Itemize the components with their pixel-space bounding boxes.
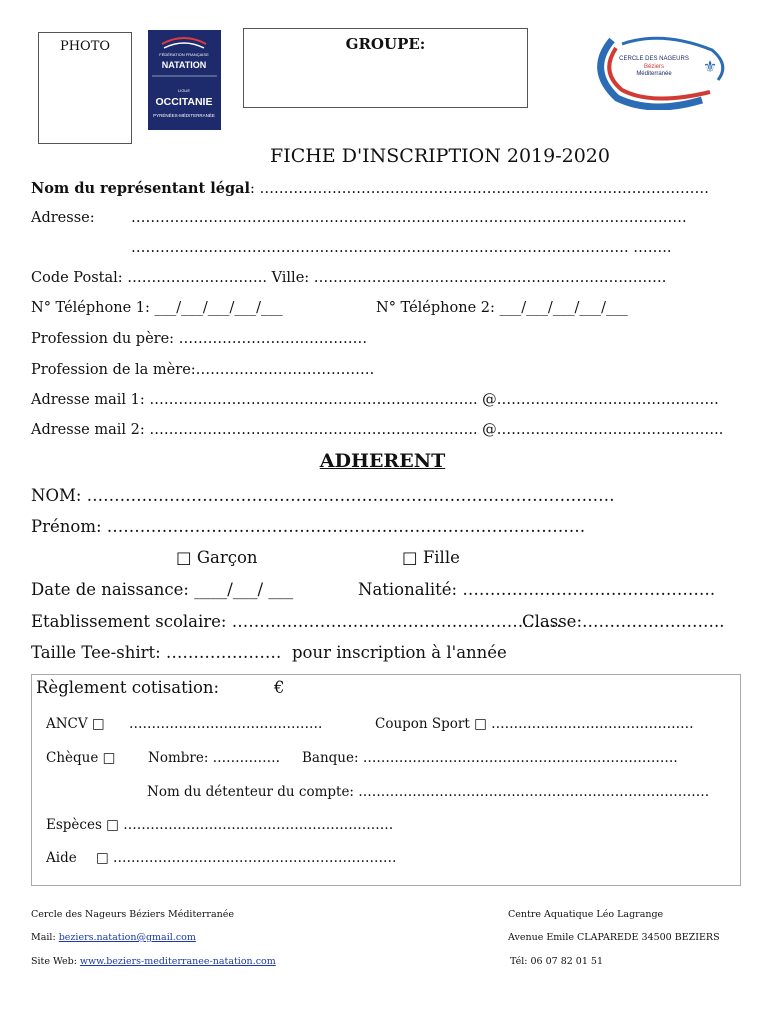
- ancv-field[interactable]: …………………………………….: [129, 716, 323, 732]
- tshirt-field[interactable]: Taille Tee-shirt: …………………: [31, 643, 282, 662]
- mail-1-field[interactable]: Adresse mail 1: ………………………………………………………….. @……………………………………….: [31, 392, 719, 408]
- ffn-line1: FÉDÉRATION FRANÇAISE: [159, 52, 209, 57]
- club-logo-line2: Béziers: [643, 64, 665, 70]
- coupon-sport-field[interactable]: Coupon Sport □ ………………………………………: [375, 716, 694, 732]
- representant-nom-line: [31, 180, 709, 197]
- adresse-label: Adresse:: [31, 210, 95, 226]
- tshirt-note: pour inscription à l'année: [292, 643, 507, 662]
- reglement-title: Règlement cotisation:: [36, 678, 220, 697]
- club-logo: [592, 30, 732, 110]
- aide-label: Aide: [46, 850, 77, 866]
- ancv-checkbox[interactable]: ANCV □: [46, 716, 105, 732]
- footer-tel: Tél: 06 07 82 01 51: [510, 956, 604, 967]
- footer-centre: Centre Aquatique Léo Lagrange: [508, 909, 664, 920]
- club-logo-line3: Méditerranée: [636, 71, 672, 77]
- code-postal-ville-line[interactable]: Code Postal: ……………………….. Ville: ……………………………………………………………….: [31, 270, 667, 286]
- footer-mail-link[interactable]: beziers.natation@gmail.com: [58, 932, 196, 943]
- date-naissance-field[interactable]: Date de naissance: ____/___/ ___: [31, 580, 294, 599]
- ffn-line3: LIGUE: [177, 88, 191, 93]
- photo-label: PHOTO: [59, 39, 111, 54]
- detenteur-field[interactable]: Nom du détenteur du compte: ……………………………………………………………………: [147, 784, 710, 800]
- cheque-checkbox[interactable]: Chèque □: [46, 750, 116, 766]
- footer-web-line: [31, 956, 276, 967]
- ffn-line2: NATATION: [161, 60, 207, 70]
- footer-adresse: Avenue Emile CLAPAREDE 34500 BEZIERS: [508, 932, 720, 943]
- photo-box: [38, 32, 132, 144]
- euro-sign: €: [274, 678, 285, 697]
- ffn-line5: PYRÉNÉES-MÉDITERRANÉE: [153, 113, 215, 118]
- fleur-de-lis-icon: ⚜: [702, 57, 718, 76]
- groupe-box: [243, 28, 528, 108]
- ffn-line4: OCCITANIE: [155, 96, 213, 108]
- nationalite-field[interactable]: Nationalité: ……………………………………….: [358, 580, 716, 599]
- adherent-nom-field[interactable]: NOM: ……………………………………………………………………………………: [31, 486, 615, 505]
- profession-mere-field[interactable]: Profession de la mère:……………………………….: [31, 362, 375, 378]
- ffn-occitanie-logo: [148, 30, 221, 130]
- banque-field[interactable]: Banque: …………………………………………………………….: [302, 750, 678, 766]
- especes-field[interactable]: Espèces □ ……………………………………………………: [46, 817, 394, 833]
- representant-nom-label: Nom du représentant légal: [31, 180, 251, 197]
- page-title: FICHE D'INSCRIPTION 2019-2020: [270, 145, 610, 167]
- mail-2-field[interactable]: Adresse mail 2: ………………………………………………………….. @………………………………………..: [31, 422, 724, 438]
- telephone-1-field[interactable]: N° Téléphone 1: ___/___/___/___/___: [31, 300, 283, 316]
- footer-mail-line: [31, 932, 196, 943]
- garcon-checkbox[interactable]: □ Garçon: [176, 548, 258, 567]
- classe-field[interactable]: Classe:……………………..: [522, 612, 725, 631]
- footer-mail-label: Mail:: [31, 932, 59, 943]
- adresse-field-2[interactable]: …………………………………………………………………………………………. ……..: [131, 240, 672, 256]
- adresse-field-1[interactable]: …………………………………………………………………………………………………….: [131, 210, 687, 226]
- footer-web-label: Site Web:: [31, 956, 80, 967]
- nombre-field[interactable]: Nombre: ……………: [148, 750, 281, 766]
- telephone-2-field[interactable]: N° Téléphone 2: ___/___/___/___/___: [376, 300, 628, 316]
- profession-pere-field[interactable]: Profession du père: …………………………………: [31, 331, 368, 347]
- adherent-heading: ADHERENT: [319, 450, 446, 472]
- representant-nom-field[interactable]: : …………………………………………………………………………………: [250, 181, 710, 197]
- footer-web-link[interactable]: www.beziers-mediterranee-natation.com: [79, 956, 276, 967]
- groupe-label: GROUPE:: [345, 35, 426, 53]
- aide-field[interactable]: □ ………………………………………………………: [96, 850, 397, 866]
- adherent-prenom-field[interactable]: Prénom: ……………………………………………………………………………: [31, 517, 586, 536]
- fille-checkbox[interactable]: □ Fille: [402, 548, 460, 567]
- etablissement-field[interactable]: Etablissement scolaire: ……………………………………………………: [31, 612, 562, 631]
- footer-club-name: Cercle des Nageurs Béziers Méditerranée: [31, 909, 234, 920]
- club-logo-line1: CERCLE DES NAGEURS: [619, 56, 689, 62]
